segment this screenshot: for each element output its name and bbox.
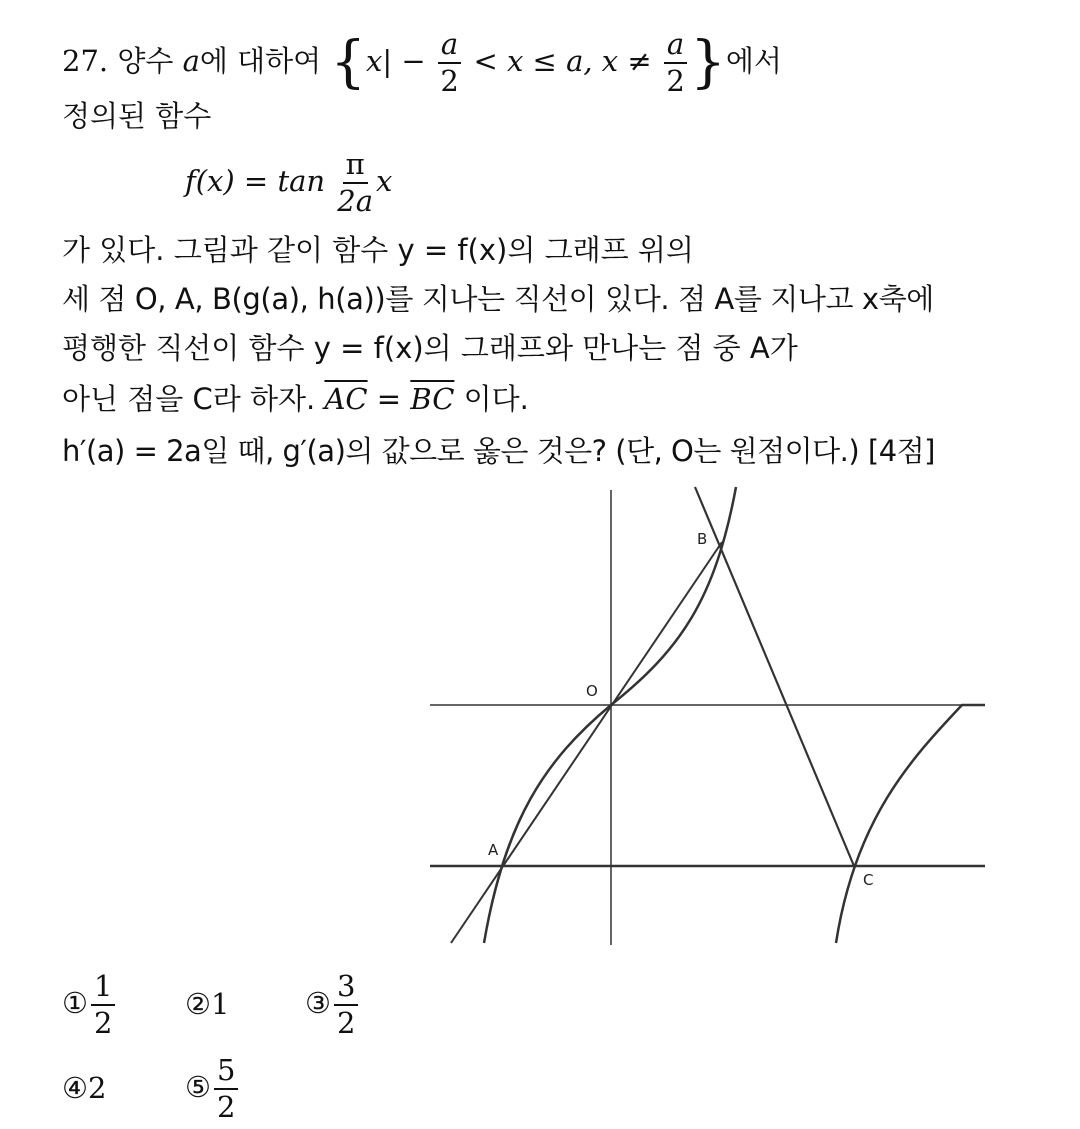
- text-in: 에서: [725, 44, 782, 78]
- set-x2: x: [506, 44, 524, 78]
- problem-line-6: 평행한 직선이 함수 y = f(x)의 그래프와 만나는 점 중 A가: [62, 331, 798, 365]
- set-bar: |: [382, 44, 393, 78]
- text-about: 에 대하여: [199, 44, 322, 78]
- label-a: A: [488, 841, 499, 859]
- text-positive: 양수: [117, 44, 174, 78]
- problem-line-5: 세 점 O, A, B(g(a), h(a))를 지나는 직선이 있다. 점 A를 지나고 x축에: [62, 282, 934, 316]
- func-lhs: f(x) = tan: [185, 164, 326, 198]
- frac-a-over-2: $\frac{a}{2}$: [438, 30, 461, 96]
- choice-3[interactable]: [305, 969, 361, 1040]
- choice-2-mark: ②: [185, 987, 211, 1021]
- choice-1-fraction: $\frac{1}{2}$: [91, 972, 115, 1038]
- set-a-neq: a, x ≠: [566, 44, 652, 78]
- set-minus: −: [401, 44, 426, 78]
- text-is: 이다.: [454, 382, 529, 416]
- func-x: x: [376, 164, 393, 198]
- problem-number: 27.: [62, 44, 109, 78]
- text-equals: =: [367, 382, 411, 416]
- text-not-point: 아닌 점을 C라 하자.: [62, 382, 316, 416]
- line-through-o-a-b: [451, 542, 722, 943]
- left-brace: {: [330, 30, 367, 95]
- choice-3-fraction: $\frac{3}{2}$: [334, 972, 358, 1038]
- segment-bc: $\overline{BC}$: [410, 382, 455, 416]
- problem-line-8: h′(a) = 2a일 때, g′(a)의 값으로 옳은 것은? (단, O는 원점이다.) [4점]: [62, 434, 935, 468]
- choice-5[interactable]: [185, 1053, 241, 1124]
- right-brace: }: [690, 30, 726, 95]
- choice-3-mark: ③: [305, 986, 331, 1020]
- choice-1[interactable]: [62, 969, 118, 1040]
- segment-bc-line: [695, 487, 854, 866]
- problem-line-2: 정의된 함수: [62, 99, 212, 133]
- frac-pi-over-2a: $\frac{\pi}{2a}$: [337, 147, 374, 218]
- choice-2-value: 1: [211, 987, 230, 1021]
- frac-a-over-2-second: $\frac{a}{2}$: [664, 30, 687, 96]
- choice-4-value: 2: [88, 1071, 107, 1105]
- segment-ac: $\overline{AC}$: [324, 382, 368, 416]
- tangent-curve-main: [484, 487, 736, 943]
- choice-5-mark: ⑤: [185, 1070, 211, 1104]
- set-x: x: [366, 44, 383, 78]
- label-c: C: [863, 871, 874, 889]
- label-b: B: [697, 530, 708, 548]
- var-a: a: [182, 44, 200, 78]
- choice-4[interactable]: [62, 1070, 106, 1106]
- choice-4-mark: ④: [62, 1071, 88, 1105]
- choice-2[interactable]: [185, 986, 229, 1022]
- set-lt: <: [473, 44, 498, 78]
- label-o: O: [586, 682, 598, 700]
- tangent-curve-right: [836, 705, 985, 943]
- choice-5-fraction: $\frac{5}{2}$: [214, 1056, 238, 1122]
- choice-1-mark: ①: [62, 986, 88, 1020]
- problem-line-4: 가 있다. 그림과 같이 함수 y = f(x)의 그래프 위의: [62, 233, 694, 267]
- set-le: ≤: [532, 44, 557, 78]
